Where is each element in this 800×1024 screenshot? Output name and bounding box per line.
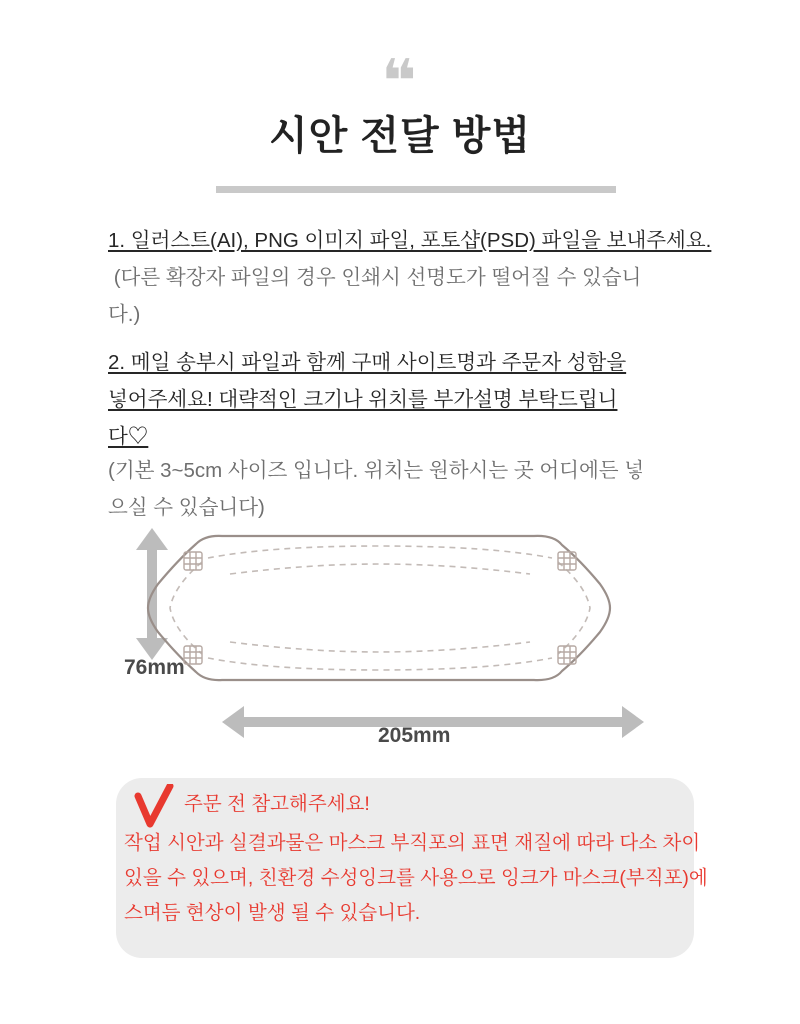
instruction-line: 넣어주세요! 대략적인 크기나 위치를 부가설명 부탁드립니 [108, 388, 618, 411]
quote-mark-icon: ❝ [381, 47, 419, 117]
width-dimension-label: 205mm [378, 724, 451, 747]
instruction-line: 1. 일러스트(AI), PNG 이미지 파일, 포토샵(PSD) 파일을 보내주세요. [108, 229, 712, 252]
red-check-icon [134, 784, 174, 832]
mask-dimension-diagram [110, 528, 670, 758]
page-title: 시안 전달 방법 [268, 114, 532, 158]
instruction-line: (기본 3~5cm 사이즈 입니다. 위치는 원하시는 곳 어디에든 넣 [108, 459, 645, 482]
notice-line: 있을 수 있으며, 친환경 수성잉크를 사용으로 잉크가 마스크(부직포)에 [124, 867, 708, 889]
notice-box [116, 778, 708, 958]
title-divider [216, 186, 616, 193]
notice-line: 스며듬 현상이 발생 될 수 있습니다. [124, 902, 421, 924]
instruction-line: 다.) [108, 303, 141, 326]
notice-line: 작업 시안과 실결과물은 마스크 부직포의 표면 재질에 따라 다소 차이 [124, 832, 701, 854]
instruction-line: 으실 수 있습니다) [108, 496, 265, 519]
instruction-item-2 [108, 344, 708, 455]
instruction-line: 다♡ [108, 425, 149, 448]
instruction-line: 2. 메일 송부시 파일과 함께 구매 사이트명과 주문자 성함을 [108, 351, 627, 374]
notice-body [124, 826, 708, 931]
instruction-line: (다른 확장자 파일의 경우 인쇄시 선명도가 떨어질 수 있습니 [108, 266, 642, 289]
mask-pleat-lines [170, 546, 590, 670]
instruction-item-1 [108, 222, 712, 333]
ear-loop-pads [184, 552, 576, 664]
instruction-item-2-note [108, 452, 708, 526]
notice-title: 주문 전 참고해주세요! [184, 793, 370, 815]
height-dimension-label: 76mm [124, 656, 185, 679]
mask-outline [148, 536, 610, 680]
